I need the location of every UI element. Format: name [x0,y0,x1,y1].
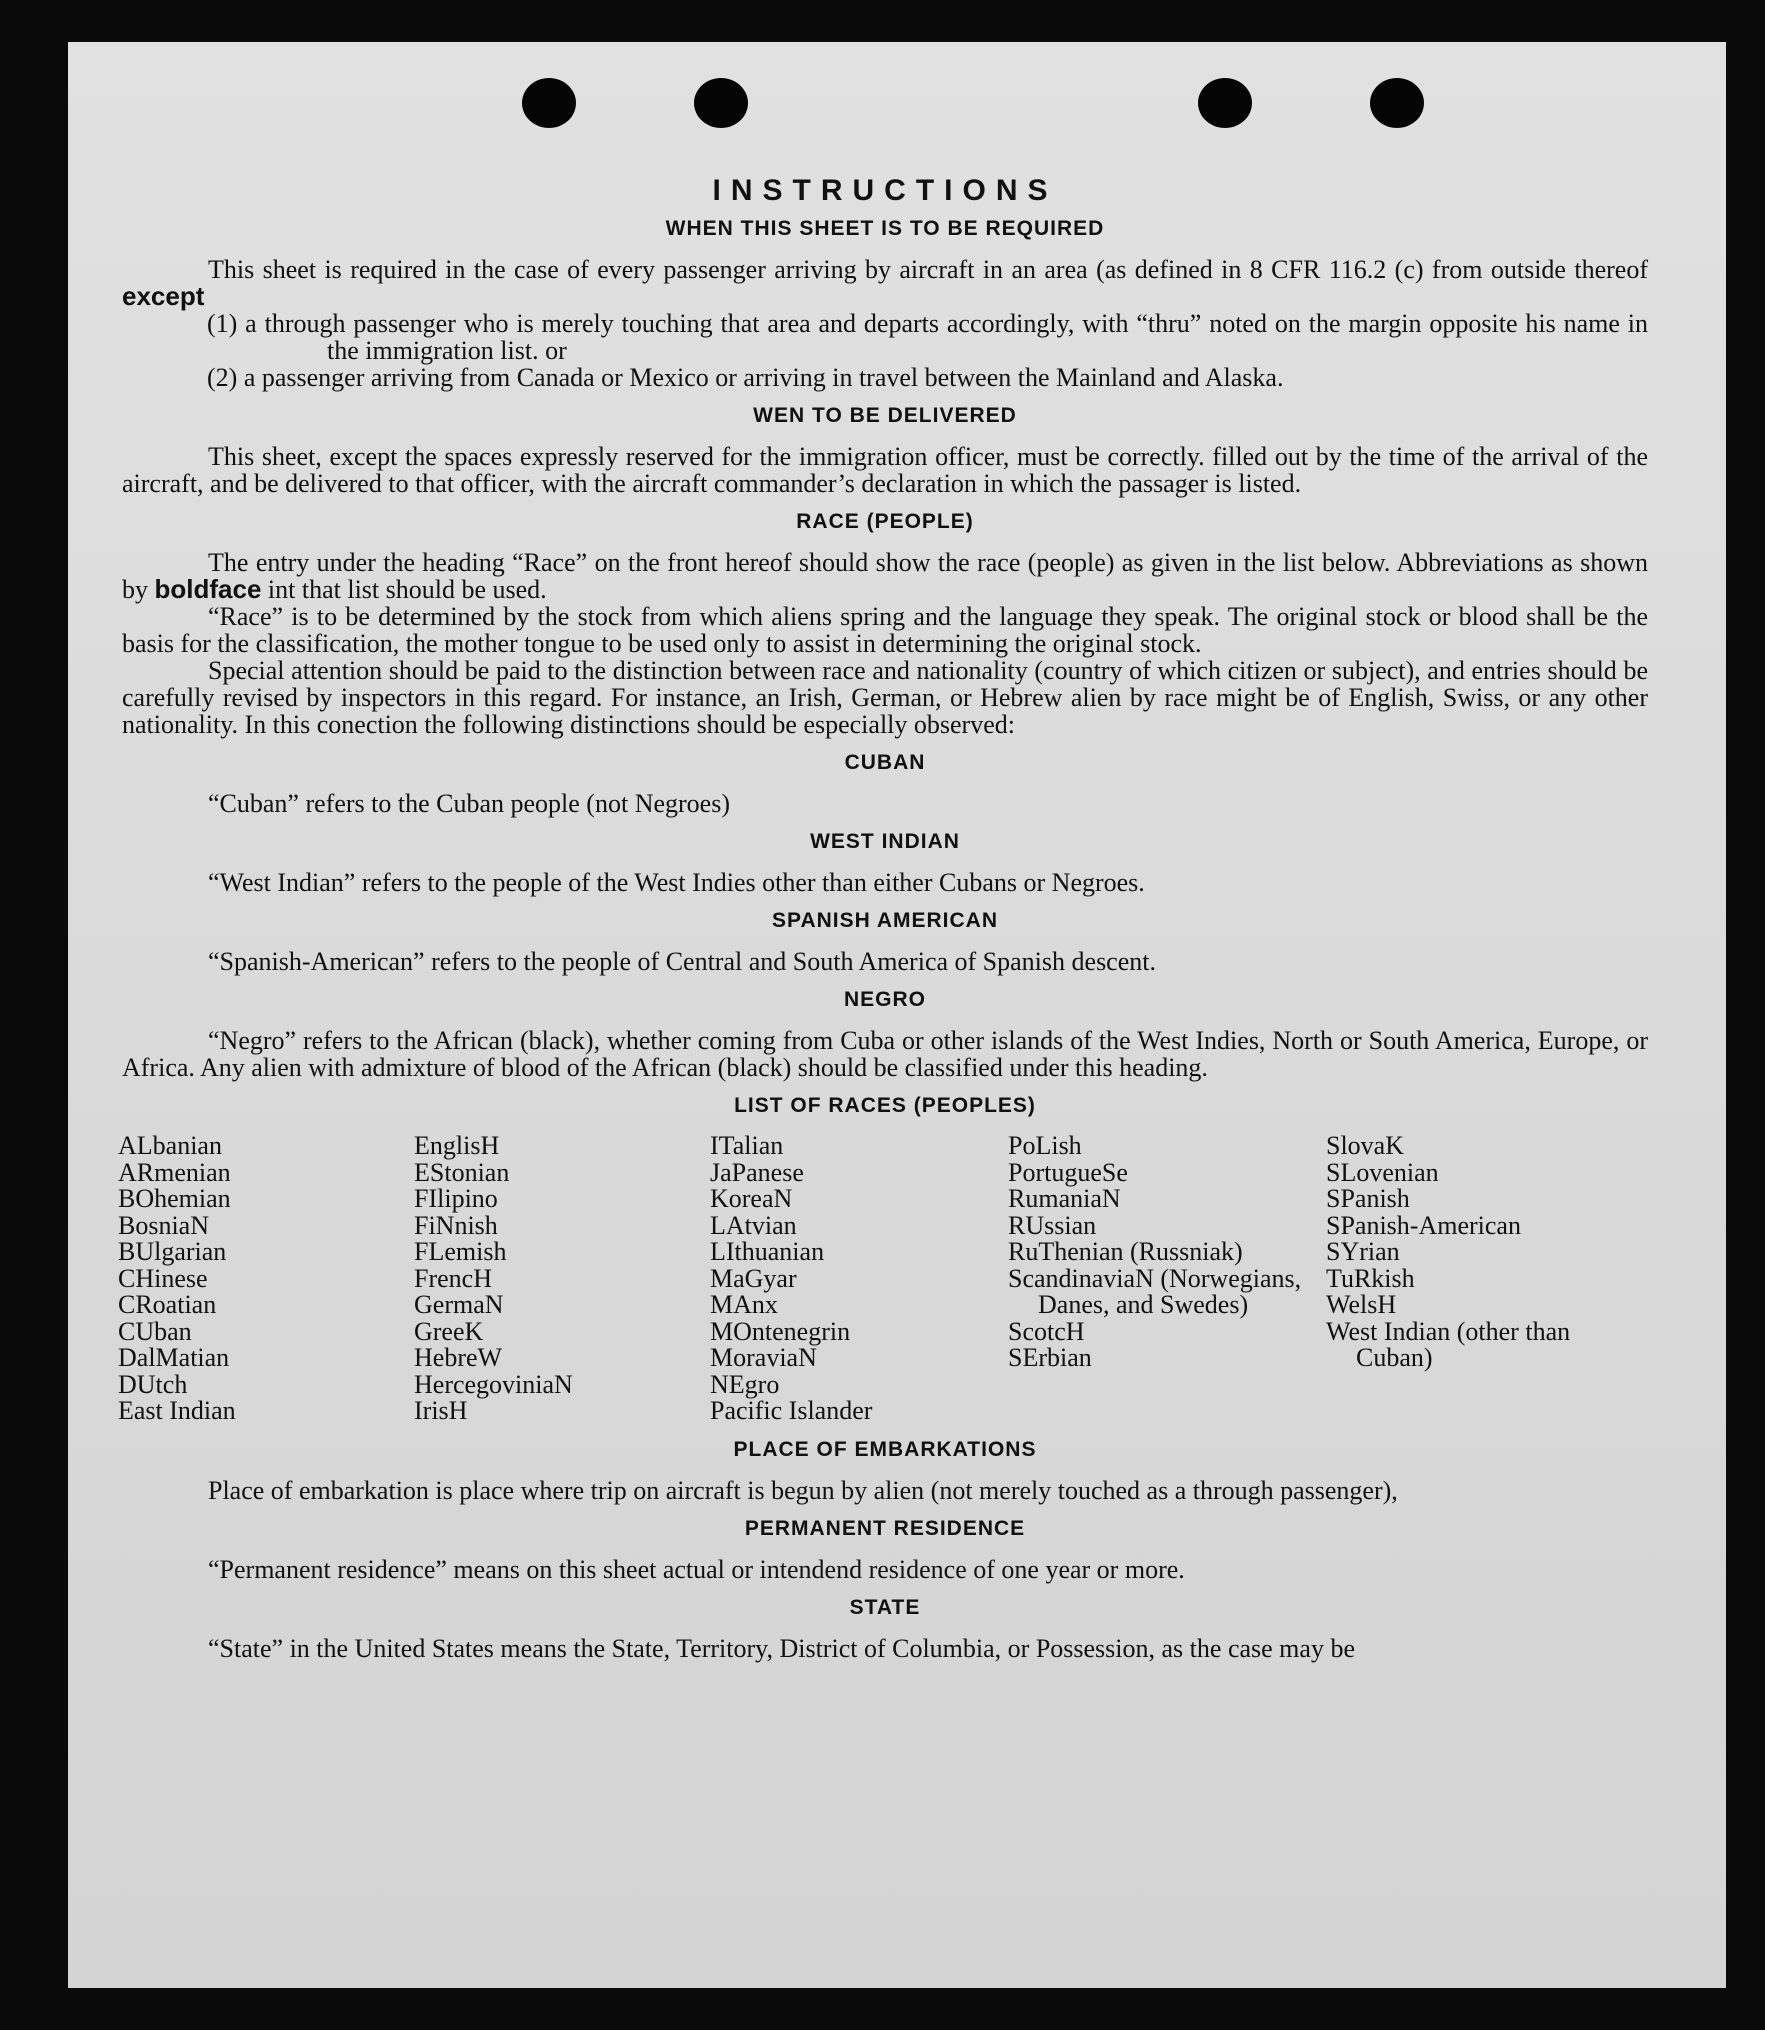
race-item: IrisH [414,1396,468,1425]
race-item: LIthuanian [710,1237,825,1266]
race-item: SPanish [1326,1184,1410,1213]
section-heading-state: STATE [849,1595,921,1619]
race-item: HercegoviniaN [414,1369,573,1399]
race-item: West Indian (other than Cuban) [1326,1316,1571,1372]
race-item: CUban [118,1316,192,1346]
races-list [118,1133,1648,1425]
races-column [1326,1133,1586,1425]
race-item: FIlipino [414,1184,498,1213]
punch-hole [522,78,576,128]
race-p1-bold: boldface [154,574,262,604]
residence-text: “Permanent residence” means on this sheet actual or intendend residence of one year or more. [208,1554,1185,1584]
race-item: Pacific Islander [710,1396,873,1425]
race-item: JaPanese [710,1157,804,1187]
race-item: EnglisH [414,1131,500,1160]
races-column [1008,1133,1326,1425]
section-heading-race: RACE (PEOPLE) [796,510,974,533]
spanish-american-text: “Spanish-American” refers to the people of Central and South America of Spanish descent. [208,947,1156,976]
race-item: DUtch [118,1369,188,1399]
race-paragraph-1 [122,549,1648,603]
race-item: HebreW [414,1343,503,1372]
when-item-1: (1) a through passenger who is merely touching that area and departs accordingly, with “thru” noted on the margin opposite his name in the immigration list. or [207,309,1648,365]
race-item: ScotcH [1008,1316,1085,1346]
race-item: MoraviaN [710,1343,817,1372]
race-item: MOntenegrin [710,1316,851,1346]
race-item: KoreaN [710,1184,793,1213]
when-intro [122,256,1648,310]
instructions-content [118,172,1648,1663]
west-indian-text: “West Indian” refers to the people of the West Indies other than either Cubans or Negroes. [208,868,1145,897]
race-item: EStonian [414,1157,510,1187]
race-item: ALbanian [118,1131,222,1160]
race-item: ScandinaviaN (Norwegians, Danes, and Swedes) [1008,1263,1302,1319]
race-item: RumaniaN [1008,1184,1121,1213]
section-heading-residence: PERMANENT RESIDENCE [744,1516,1026,1540]
race-item: RUssian [1008,1210,1097,1240]
section-heading-spanish-american: SPANISH AMERICAN [771,909,998,932]
race-item: BOhemian [118,1184,231,1213]
race-item: RuThenian (Russniak) [1008,1237,1243,1266]
punch-hole [1198,78,1252,128]
negro-text: “Negro” refers to the African (black), whether coming from Cuba or other islands of the West Indies, North or South America, Europe, or Africa. Any alien with admixture of blood of the African (black) should be classified under this heading. [122,1026,1648,1082]
race-item: CHinese [118,1263,208,1293]
race-item: ITalian [710,1131,784,1160]
section-heading-delivered: WEN TO BE DELIVERED [753,404,1017,427]
race-item: SErbian [1008,1343,1092,1372]
section-heading-cuban: CUBAN [844,751,926,774]
punch-hole [694,78,748,128]
race-item: NEgro [710,1369,780,1399]
race-item: LAtvian [710,1210,797,1240]
when-intro-text: This sheet is required in the case of every passenger arriving by aircraft in an area (as defined in 8 CFR 116.2 (c) from outside thereof [208,255,1648,284]
document-sheet [68,42,1726,1988]
race-item: WelsH [1326,1290,1397,1319]
section-heading-embarkation: PLACE OF EMBARKATIONS [733,1437,1037,1461]
race-item: ARmenian [118,1157,231,1187]
race-item: BosniaN [118,1210,209,1240]
race-item: SLovenian [1326,1157,1439,1187]
when-intro-bold: except [122,281,205,311]
section-heading-negro: NEGRO [843,988,926,1011]
race-item: PortugueSe [1008,1157,1128,1187]
races-column [710,1133,1008,1425]
section-heading-west-indian: WEST INDIAN [810,830,960,853]
race-item: FLemish [414,1237,507,1266]
delivered-text: This sheet, except the spaces expressly reserved for the immigration officer, must be correctly. filled out by the time of the arrival of the aircraft, and be delivered to that officer, with the aircraft commander’s declaration in which the passager is listed. [122,442,1648,498]
race-item: SPanish-American [1326,1210,1521,1240]
when-item-2: (2) a passenger arriving from Canada or Mexico or arriving in travel between the Mainland and Alaska. [207,363,1284,392]
race-item: FiNnish [414,1210,498,1240]
race-item: TuRkish [1326,1263,1415,1293]
race-paragraph-3: Special attention should be paid to the distinction between race and nationality (country of which citizen or subject), and entries should be carefully revised by inspectors in this regard. For instance, an Irish, German, or Hebrew alien by race might be of English, Swiss, or any other nationality. In this conection the following distinctions should be especially observed: [122,656,1648,739]
race-item: BUlgarian [118,1237,227,1266]
race-item: SYrian [1326,1237,1400,1266]
race-item: GermaN [414,1290,504,1319]
race-p1-after: int that list should be used. [267,575,547,604]
race-paragraph-2: “Race” is to be determined by the stock from which aliens spring and the language they speak. The original stock or blood shall be the basis for the classification, the mother tongue to be used only to assist in determining the original stock. [122,602,1648,658]
embarkation-text: Place of embarkation is place where trip on aircraft is begun by alien (not merely touched as a through passenger), [208,1475,1398,1505]
race-item: MaGyar [710,1263,797,1293]
race-item: East Indian [118,1396,236,1425]
punch-hole [1370,78,1424,128]
race-item: FrencH [414,1263,492,1293]
race-item: SlovaK [1326,1131,1404,1160]
race-item: PoLish [1008,1131,1082,1160]
race-item: CRoatian [118,1290,217,1319]
race-item: MAnx [710,1290,778,1319]
section-heading-races-list: LIST OF RACES (PEOPLES) [734,1094,1036,1117]
race-item: GreeK [414,1316,484,1346]
races-column [118,1133,414,1425]
race-item: DalMatian [118,1343,230,1372]
cuban-text: “Cuban” refers to the Cuban people (not Negroes) [208,789,730,818]
section-heading-when-required: WHEN THIS SHEET IS TO BE REQUIRED [665,217,1105,240]
page-title: INSTRUCTIONS [712,174,1058,207]
state-text: “State” in the United States means the State, Territory, District of Columbia, or Possession, as the case may be [208,1633,1355,1663]
race-p1-before: The entry under the heading “Race” on the front hereof should show the race (people) as given in the list below. Abbreviations as shown by [122,548,1648,604]
races-column [414,1133,710,1425]
